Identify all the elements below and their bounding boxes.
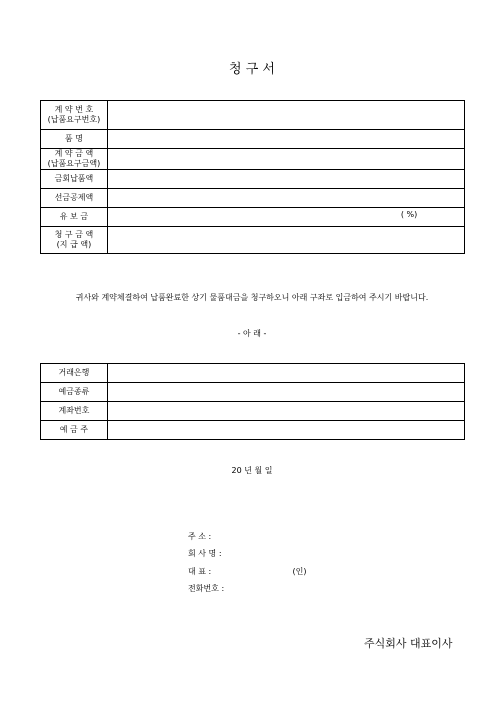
address-line	[188, 531, 234, 542]
advance-deduction-label: 선금공제액	[41, 189, 108, 208]
address-label: 주 소 :	[188, 532, 212, 541]
bank-name-label: 거래은행	[41, 364, 108, 383]
account-number-field[interactable]	[107, 402, 464, 421]
date-line: 20 년 월 일	[231, 466, 273, 475]
table-row	[41, 130, 465, 149]
account-number-label: 계좌번호	[41, 402, 108, 421]
bank-table	[40, 363, 465, 440]
retention-field[interactable]	[107, 208, 464, 227]
retention-label: 유 보 금	[41, 208, 108, 227]
item-name-field[interactable]	[107, 130, 464, 149]
bank-name-field[interactable]	[107, 364, 464, 383]
company-label: 회 사 명 :	[188, 549, 222, 558]
advance-deduction-field[interactable]	[107, 189, 464, 208]
document-title: 청 구 서	[229, 62, 275, 77]
deposit-type-field[interactable]	[107, 383, 464, 402]
deposit-type-label: 예금종류	[41, 383, 108, 402]
contract-number-field[interactable]	[107, 101, 464, 130]
table-row	[41, 170, 465, 189]
table-row	[41, 402, 465, 421]
item-name-label: 품 명	[41, 130, 108, 149]
contract-amount-field[interactable]	[107, 149, 464, 170]
current-delivery-label: 금회납품액	[41, 170, 108, 189]
contract-number-label: 계 약 번 호 (납품요구번호)	[41, 101, 108, 130]
claim-amount-field[interactable]	[107, 227, 464, 254]
representative-label: 대 표 :	[188, 567, 212, 576]
current-delivery-field[interactable]	[107, 170, 464, 189]
phone-line	[188, 583, 234, 594]
table-row	[41, 227, 465, 254]
table-row	[41, 149, 465, 170]
company-signature: 주식회사 대표이사	[364, 637, 453, 650]
table-row	[41, 364, 465, 383]
table-row	[41, 421, 465, 440]
account-holder-field[interactable]	[107, 421, 464, 440]
phone-label: 전화번호 :	[188, 584, 225, 593]
table-row	[41, 101, 465, 130]
request-statement: 귀사와 계약체결하여 납품완료한 상기 물품대금을 청구하오니 아래 구좌로 입금하여 주시기 바랍니다.	[75, 293, 429, 302]
account-holder-label: 예 금 주	[41, 421, 108, 440]
representative-line	[188, 566, 307, 577]
seal-mark: (인)	[292, 567, 307, 576]
table-row	[41, 383, 465, 402]
claim-amount-label: 청 구 금 액 (지 급 액)	[41, 227, 108, 254]
below-heading: - 아 래 -	[237, 329, 267, 338]
table-row	[41, 189, 465, 208]
contract-amount-label: 계 약 금 액 (납품요구금액)	[41, 149, 108, 170]
retention-rate: ( %)	[400, 210, 418, 219]
contract-table	[40, 100, 465, 254]
company-line	[188, 548, 234, 559]
table-row	[41, 208, 465, 227]
